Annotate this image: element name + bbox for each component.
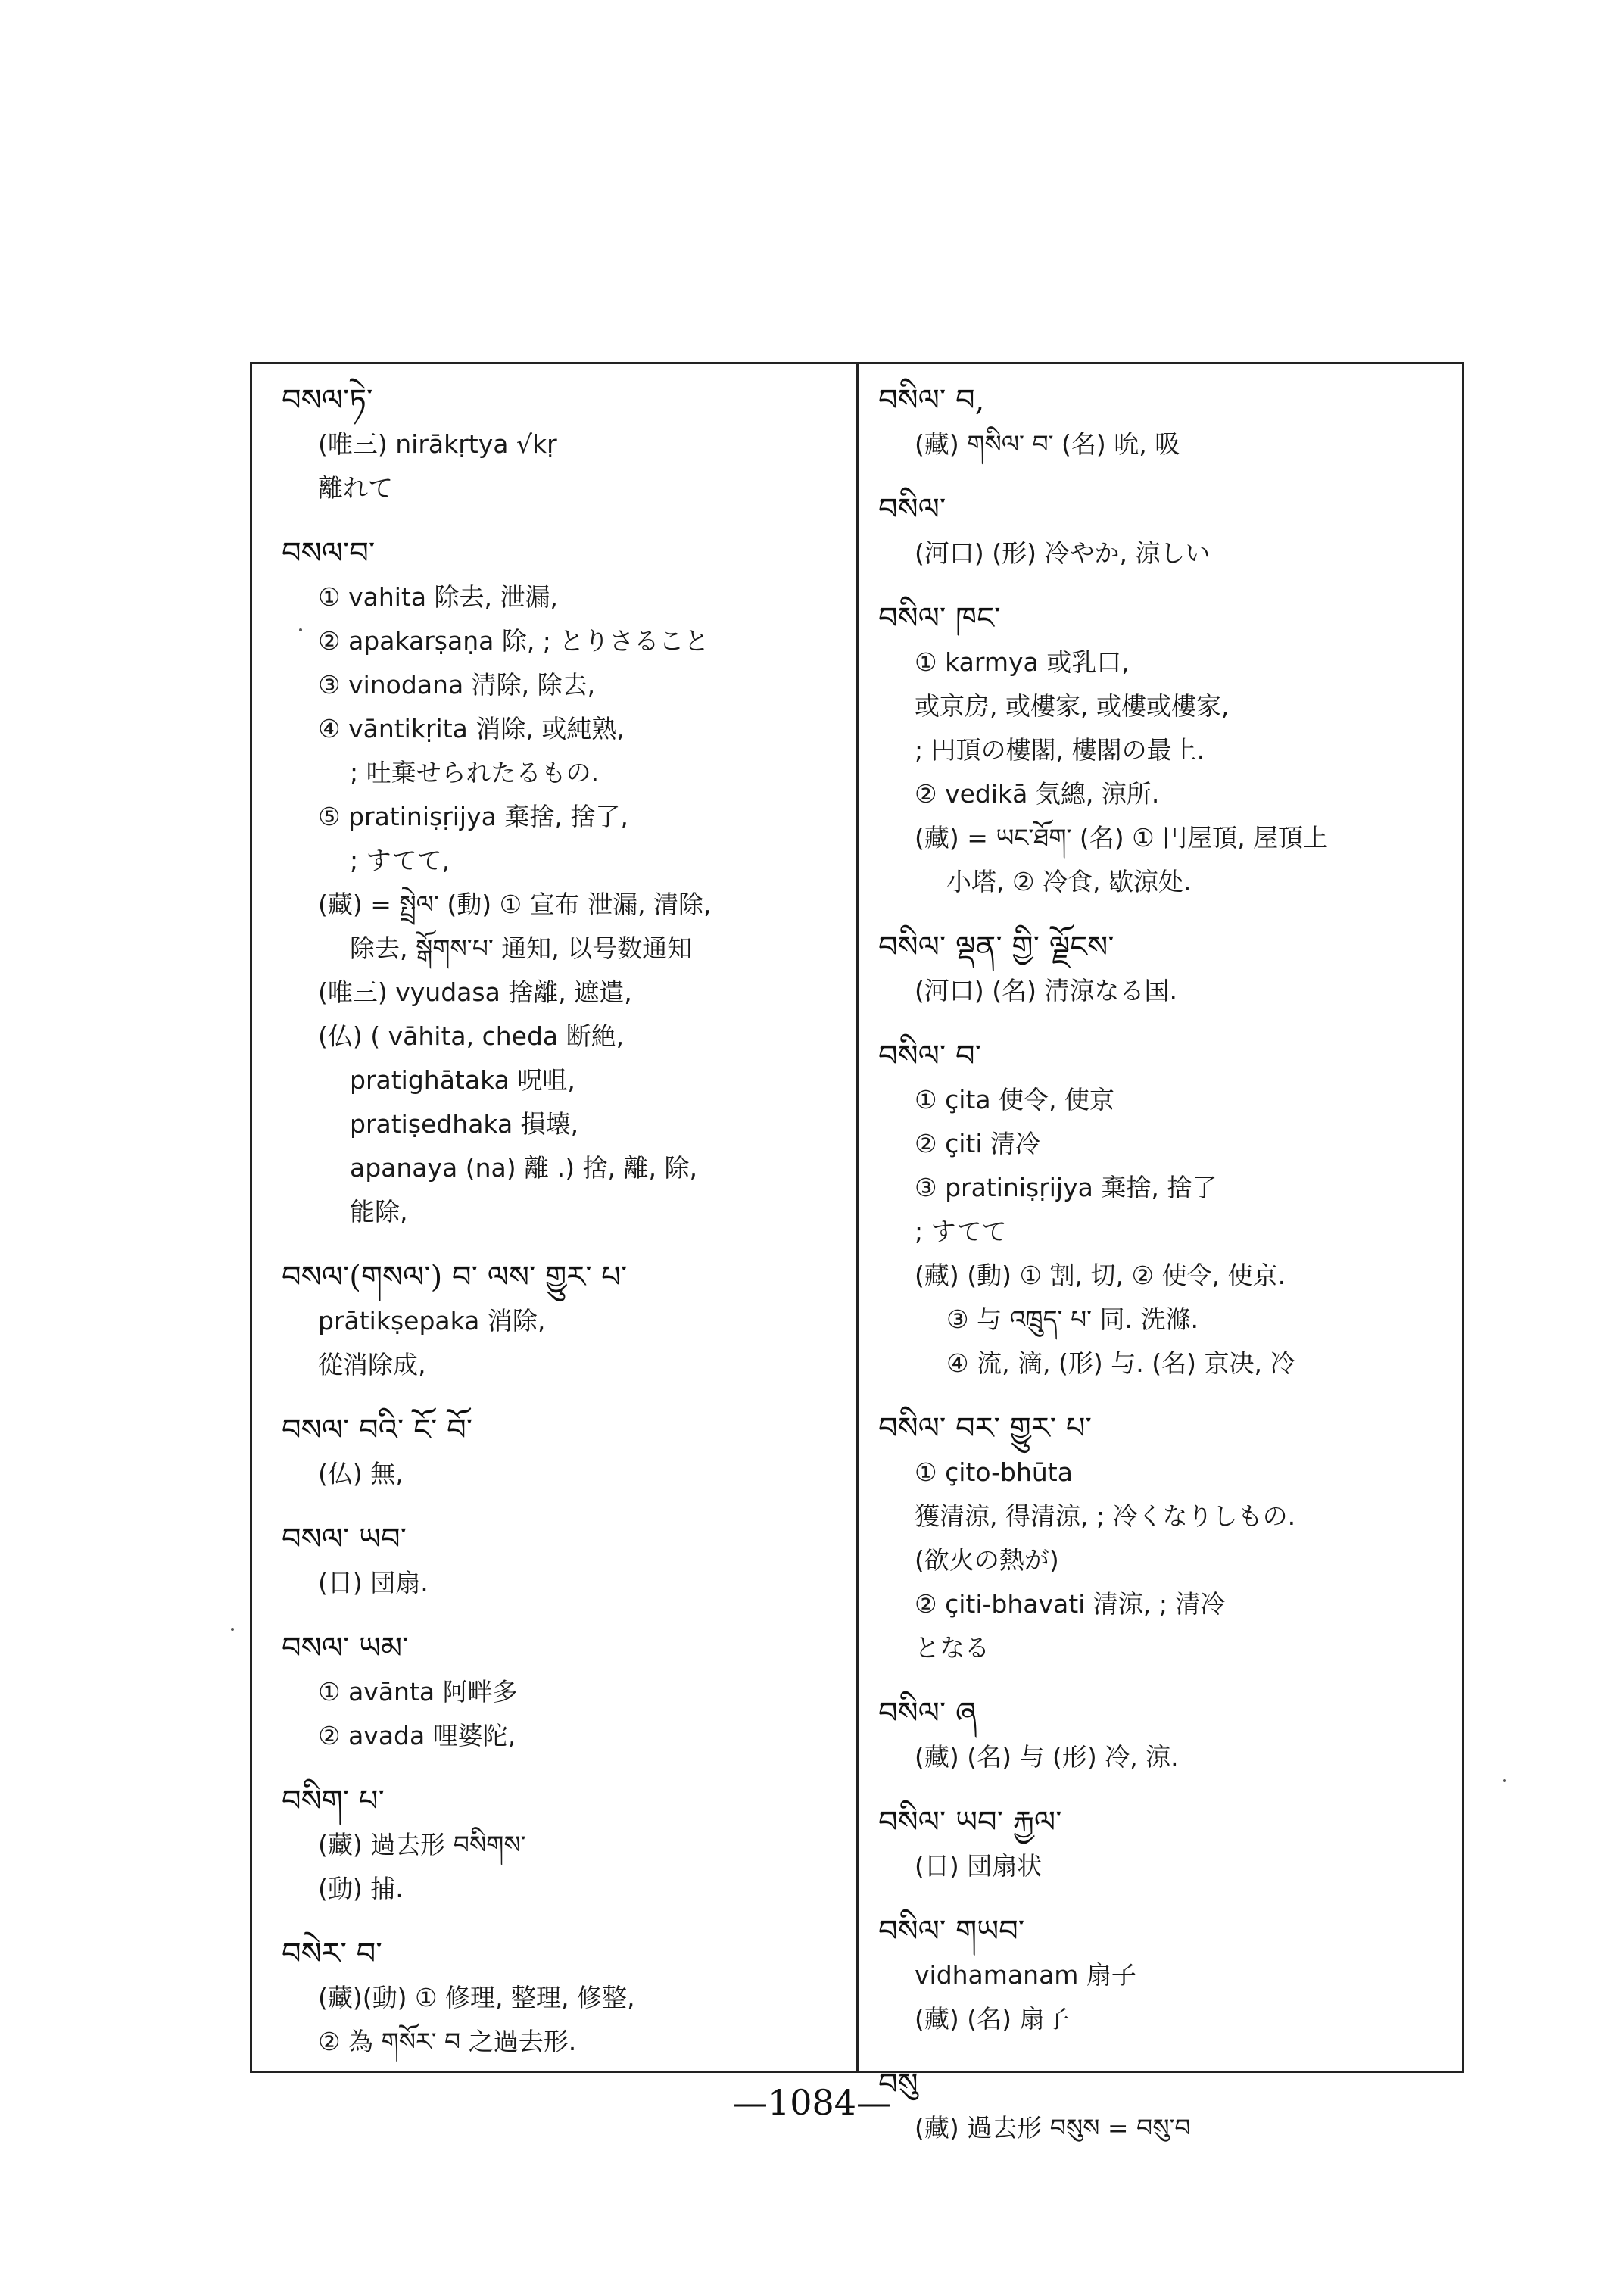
entry-definition-line: ; すてて, [350,846,450,875]
entry-definition-line: ⑤ pratiniṣṛijya 棄捨, 捨了, [318,802,628,831]
entry-definition-line: (藏) 過去形 བསིགས་ [318,1830,526,1859]
entry-definition-line: pratiṣedhaka 損壊, [350,1109,579,1139]
entry-definition-line: ③ 与 འཁྲུད་ པ་ 同. 洗滌. [946,1304,1199,1334]
entry-headword: བསིག་ པ་ [282,1784,385,1819]
entry-definition-line: (藏) (名) 与 (形) 冷, 涼. [915,1742,1179,1772]
entry-definition-line: (藏) 過去形 བསུས = བསུ་བ [915,2113,1191,2143]
entry-headword: བསིལ་ ལྡན་ གྱི་ ལྗོངས་ [878,930,1114,965]
entry-definition-line: ; すてて [915,1217,1007,1246]
entry-definition-line: ① avānta 阿畔多 [318,1677,518,1706]
entry-definition-line: ① karmya 或乳口, [915,647,1130,677]
entry-definition-line: ② çiti 清冷 [915,1129,1040,1158]
entry-definition-line: 離れて [318,473,393,503]
entry-definition-line: pratighātaka 呪咀, [350,1065,575,1095]
right-column [878,379,1454,2143]
entry-definition-line: ① çito-bhūta [915,1457,1073,1487]
entry-headword: བསེར་ བ་ [282,1937,382,1971]
entry-definition-line: (藏) གསིལ་ བ་ (名) 吮, 吸 [915,429,1180,459]
entry-definition-line: ; 吐棄せられたるもの. [350,758,600,787]
entry-headword: བསལ་བ་ [282,536,376,571]
entry-definition-line: (欲火の熱が) [915,1545,1059,1575]
entry-definition-line: prātikṣepaka 消除, [318,1306,546,1336]
entry-definition-line: 能除, [350,1197,408,1226]
entry-definition-line: (藏) = སྤྲེལ་ (動) ① 宣布 泄漏, 清除, [318,890,712,919]
entry-definition-line: (藏) (動) ① 割, 切, ② 使令, 使京. [915,1261,1286,1290]
dictionary-entry [878,379,1454,466]
entry-headword: བསལ་ཏེ་ [282,383,373,418]
entry-definition-line: ② apakarṣaṇa 除, ; とりさること [318,626,709,656]
entry-headword: བསིལ་ བ, [878,383,985,418]
dictionary-entry [878,1407,1454,1670]
column-divider [856,362,859,2073]
dictionary-entry [878,925,1454,1013]
entry-definition-line: ② çiti-bhavati 清涼, ; 清冷 [915,1589,1226,1619]
dictionary-entry [282,1932,849,2064]
entry-definition-line: ① çita 使令, 使京 [915,1085,1115,1114]
entry-headword: བསལ་ ཡབ་ [282,1522,407,1557]
entry-definition-line: (仏) 無, [318,1459,404,1488]
page-number: —1084— [732,2082,892,2123]
dictionary-entry [878,1034,1454,1385]
entry-headword: བསིལ་ གཡབ་ [878,1914,1025,1949]
entry-definition-line: (動) 捕. [318,1874,404,1903]
entry-definition-line: vidhamanam 扇子 [915,1960,1136,1990]
entry-definition-line: ③ pratiniṣṛijya 棄捨, 捨了 [915,1173,1217,1202]
entry-definition-line: ④ vāntikṛita 消除, 或純熟, [318,714,625,743]
dictionary-entry [282,1517,849,1605]
entry-headword: བསིལ་ བར་ གྱུར་ པ་ [878,1411,1092,1446]
dictionary-entry [282,1779,849,1911]
entry-definition-line: ② 為 གསོར་ བ 之過去形. [318,2027,577,2056]
entry-definition-line: 除去, སྒོགས་པ་ 通知, 以号数通知 [350,933,693,963]
dictionary-entry [878,1909,1454,2041]
entry-headword: བསིལ་ ཞ [878,1696,977,1731]
entry-definition-line: 從消除成, [318,1350,426,1379]
entry-definition-line: ② avada 哩婆陀, [318,1721,516,1750]
entry-definition-line: 獲清涼, 得清涼, ; 冷くなりしもの. [915,1501,1296,1531]
entry-headword: བསལ་(གསལ་) བ་ ལས་ གྱུར་ པ་ [282,1260,628,1295]
dictionary-entry [282,1255,849,1387]
dictionary-entry [878,488,1454,575]
entry-headword: བསིལ་ ཡབ་ རྐྱལ་ [878,1805,1062,1840]
dictionary-entry [282,379,849,510]
entry-headword: བསིལ་ [878,492,946,527]
scan-speck [1503,1779,1506,1782]
entry-definition-line: となる [915,1633,990,1663]
entry-definition-line: ④ 流, 滴, (形) 与. (名) 京决, 冷 [946,1348,1295,1378]
dictionary-entry [878,1691,1454,1779]
entry-definition-line: (藏) (名) 扇子 [915,2004,1070,2034]
entry-definition-line: 或京房, 或樓家, 或樓或樓家, [915,691,1230,721]
entry-definition-line: 小塔, ② 冷食, 歇涼处. [946,867,1192,896]
entry-definition-line: ② vedikā 気總, 涼所. [915,779,1160,809]
entry-headword: བསལ་ བའི་ ངོ་ བོ་ [282,1413,473,1448]
scan-speck [231,1628,234,1631]
entry-definition-line: apanaya (na) 離 .) 捨, 離, 除, [350,1153,697,1183]
entry-definition-line: (日) 団扇状 [915,1851,1043,1881]
entry-headword: བསིལ་ ཁང་ [878,601,1001,636]
entry-definition-line: (河口) (名) 清涼なる国. [915,976,1177,1005]
entry-headword: བསུ [878,2067,918,2102]
dictionary-entry [282,531,849,1234]
scan-speck [299,628,302,631]
dictionary-entry [878,1800,1454,1888]
entry-definition-line: (藏) = ཡང་ཐོག་ (名) ① 円屋頂, 屋頂上 [915,823,1329,852]
entry-definition-line: ① vahita 除去, 泄漏, [318,582,559,612]
dictionary-entry [282,1626,849,1758]
entry-headword: བསལ་ ཡམ་ [282,1631,409,1666]
entry-definition-line: (河口) (形) 冷やか, 涼しい [915,538,1211,568]
entry-definition-line: (日) 団扇. [318,1568,429,1597]
dictionary-entry [282,1408,849,1496]
left-column [282,379,849,2059]
entry-definition-line: (唯三) nirākṛtya √kṛ [318,429,557,459]
entry-definition-line: (仏) ( vāhita, cheda 断絶, [318,1021,625,1051]
entry-definition-line: (唯三) vyudasa 捨離, 遮遣, [318,977,632,1007]
dictionary-entry [878,597,1454,904]
entry-definition-line: ; 円頂の樓閣, 樓閣の最上. [915,735,1205,765]
entry-headword: བསིལ་ བ་ [878,1039,982,1074]
entry-definition-line: ③ vinodana 清除, 除去, [318,670,596,700]
entry-definition-line: (藏)(動) ① 修理, 整理, 修整, [318,1983,635,2012]
